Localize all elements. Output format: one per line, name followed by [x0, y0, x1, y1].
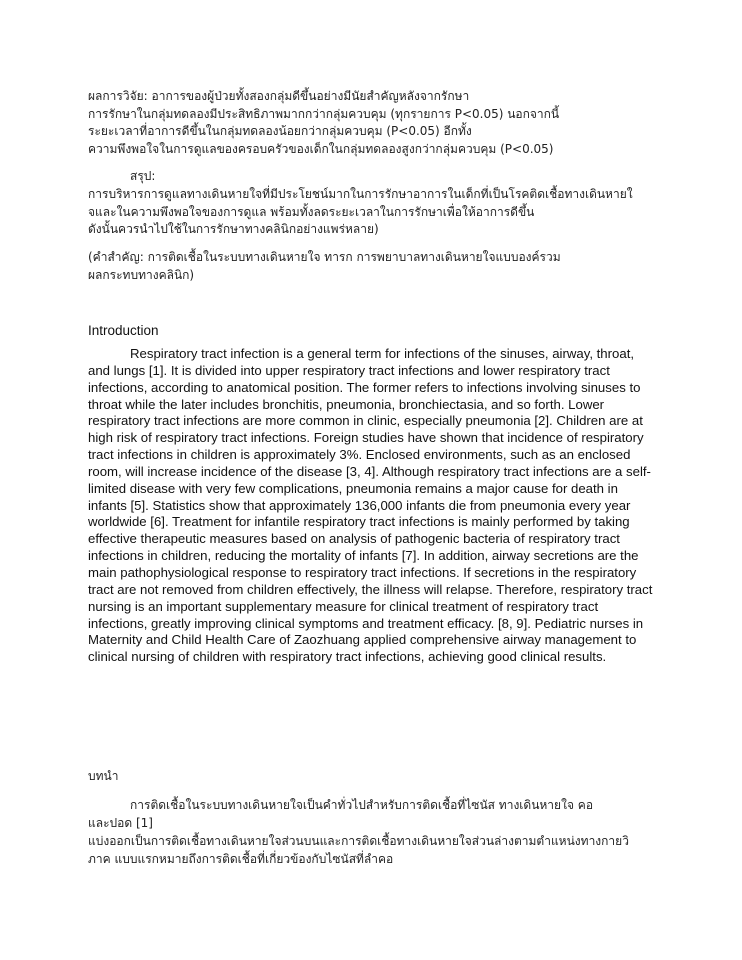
abstract-results	[88, 88, 658, 158]
thai-introduction-paragraph-2	[88, 833, 658, 868]
results-line: ผลการวิจัย: อาการของผู้ป่วยทั้งสองกลุ่มดีขึ้นอย่างมีนัยสำคัญหลังจากรักษา	[88, 89, 470, 103]
keywords-line: ผลกระทบทางคลินิก)	[88, 267, 195, 282]
thai-introduction-heading: บทนำ	[88, 769, 119, 783]
summary-line: การบริหารการดูแลทางเดินหายใจที่มีประโยชน์มากในการรักษาอาการในเด็กที่เป็นโรคติดเชื้อทางเดินหายใ	[88, 187, 633, 201]
summary-heading: สรุป:	[130, 169, 156, 183]
summary-line: ดังนั้นควรนำไปใช้ในการรักษาทางคลินิกอย่างแพร่หลาย)	[88, 222, 379, 236]
keywords-line: (คำสำคัญ: การติดเชื้อในระบบทางเดินหายใจ ทารก การพยาบาลทางเดินหายใจแบบองค์รวม	[88, 250, 561, 264]
summary-line: จและในความพึงพอใจของการดูแล พร้อมทั้งลดระยะเวลาในการรักษาเพื่อให้อาการดีขึ้น	[88, 204, 535, 219]
thai-para-line: และปอด [1]	[88, 815, 153, 830]
thai-para-line: การติดเชื้อในระบบทางเดินหายใจเป็นคำทั่วไปสำหรับการติดเชื้อที่ไซนัส ทางเดินหายใจ คอ	[130, 798, 594, 812]
thai-para-line: ภาค แบบแรกหมายถึงการติดเชื้อที่เกี่ยวข้องกับไซนัสที่ลำคอ	[88, 851, 394, 866]
introduction-body: Respiratory tract infection is a general term for infections of the sinuses, airway, throat, and lungs [1]. It is divided into upper respiratory tract infections and lower respiratory tract infections, according to anatomical position. The former refers to infections involving sinuses to throat while the later includes bronchitis, pneumonia, bronchiectasia, and so forth. Lower respiratory tract infections are more common in clinic, especially pneumonia [2]. Children are at high risk of respiratory tract infections. Foreign studies have shown that incidence of respiratory tract infections in children is approximately 3%. Enclosed environments, such as an enclosed room, will increase incidence of the disease [3, 4]. Although respiratory tract infections are a self-limited disease with very few complications, pneumonia remains a major cause for death in infants [5]. Statistics show that approximately 136,000 infants die from pneumonia every year worldwide [6]. Treatment for infantile respiratory tract infections is mainly performed by taking effective therapeutic measures based on analysis of pathogenic bacteria of respiratory tract infections in children, reducing the mortality of infants [7]. In addition, airway secretions are the main pathophysiological response to respiratory tract infections. If secretions in the respiratory tract are not removed from children effectively, the illness will relapse. Therefore, respiratory tract nursing is an important supplementary measure for clinical treatment of respiratory tract infections, greatly improving clinical symptoms and treatment efficacy. [8, 9]. Pediatric nurses in Maternity and Child Health Care of Zaozhuang applied comprehensive airway management to clinical nursing of children with respiratory tract infections, achieving good clinical results.	[88, 346, 653, 665]
results-line: ความพึงพอใจในการดูแลของครอบครัวของเด็กในกลุ่มทดลองสูงกว่ากลุ่มควบคุม (P<0.05)	[88, 141, 554, 156]
thai-para-line: แบ่งออกเป็นการติดเชื้อทางเดินหายใจส่วนบนและการติดเชื้อทางเดินหายใจส่วนล่างตามตำแหน่งทางกายวิ	[88, 834, 629, 848]
results-line: การรักษาในกลุ่มทดลองมีประสิทธิภาพมากกว่ากลุ่มควบคุม (ทุกรายการ P<0.05) นอกจากนี้	[88, 106, 560, 121]
introduction-heading: Introduction	[88, 323, 159, 338]
thai-introduction-paragraph	[88, 797, 658, 832]
keywords	[88, 249, 658, 284]
results-line: ระยะเวลาที่อาการดีขึ้นในกลุ่มทดลองน้อยกว่ากลุ่มควบคุม (P<0.05) อีกทั้ง	[88, 124, 472, 138]
abstract-summary	[88, 186, 658, 239]
